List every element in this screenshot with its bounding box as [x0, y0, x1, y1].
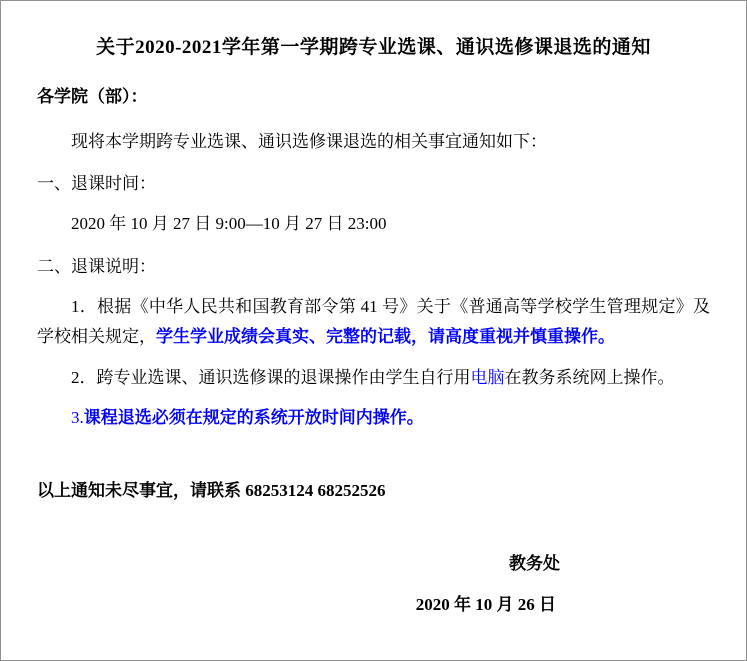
page-title: 关于2020-2021学年第一学期跨专业选课、通识选修课退选的通知 — [96, 37, 651, 58]
intro-paragraph: 现将本学期跨专业选课、通识选修课退选的相关事宜通知如下： — [71, 132, 547, 152]
item-2-highlight: 电脑 — [470, 367, 505, 387]
document-body — [1, 1, 746, 629]
section-two-item-1 — [37, 292, 710, 353]
item-2-text-end: 在教务系统网上操作。 — [504, 367, 675, 387]
salutation: 各学院（部）： — [37, 86, 148, 106]
item-3-highlight: 课程退选必须在规定的系统开放时间内操作。 — [83, 407, 424, 427]
signature-date: 2020 年 10 月 26 日 — [415, 595, 556, 615]
section-two-item-2 — [37, 363, 710, 393]
section-two-item-3 — [37, 403, 710, 433]
item-1-highlight: 学生学业成绩会真实、完整的记载，请高度重视并慎重操作。 — [156, 327, 615, 347]
signature-department: 教务处 — [509, 554, 560, 574]
item-3-number: 3. — [71, 407, 84, 427]
section-two-heading: 二、退课说明： — [37, 257, 156, 277]
signature-block — [37, 550, 710, 618]
contact-line: 以上通知未尽事宜，请联系 68253124 68252526 — [37, 481, 386, 501]
section-one-time: 2020 年 10 月 27 日 9:00—10 月 27 日 23:00 — [71, 213, 387, 233]
item-2-text-start: 2．跨专业选课、通识选修课的退课操作由学生自行用 — [71, 367, 471, 387]
section-one-heading: 一、退课时间： — [37, 173, 156, 193]
item-1-text: 1．根据《中华人民共和国教育部令第 41 号》关于《普通高等学校学生管理规定》及学校相关规定， — [37, 297, 710, 347]
